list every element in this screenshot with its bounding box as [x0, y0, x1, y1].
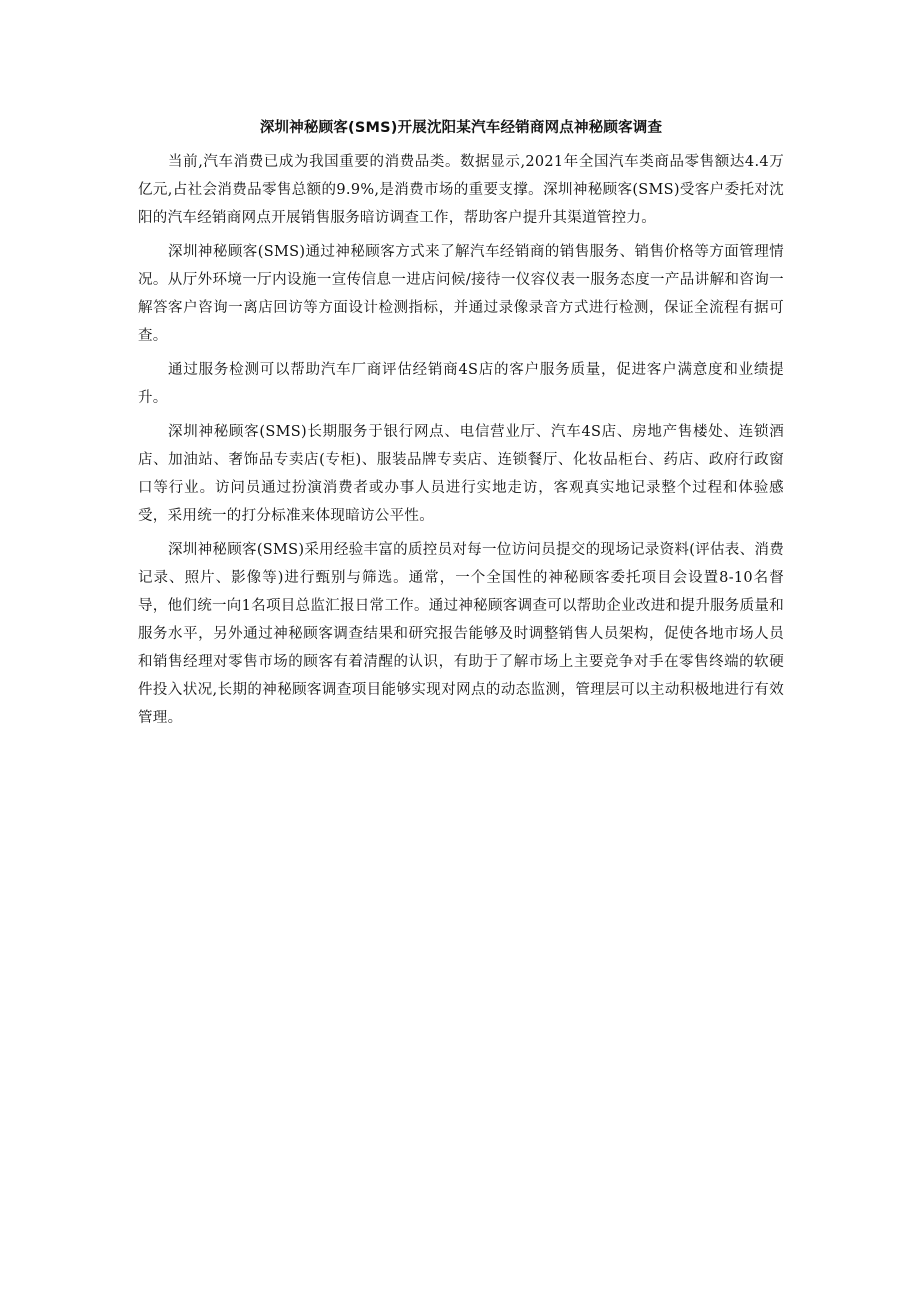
document-title: 深圳神秘顾客(SMS)开展沈阳某汽车经销商网点神秘顾客调查 [259, 120, 663, 136]
paragraph-quality-control: 深圳神秘顾客(SMS)采用经验丰富的质控员对每一位访问员提交的现场记录资料(评估表、消费记录、照片、影像等)进行甄别与筛选。通常，一个全国性的神秘顾客委托项目会设置8-10名督导，他们统一向1名项目总监汇报日常工作。通过神秘顾客调查可以帮助企业改进和提升服务质量和服务水平，另外通过神秘顾客调查结果和研究报告能够及时调整销售人员架构，促使各地市场人员和销售经理对零售市场的顾客有着清醒的认识，有助于了解市场上主要竞争对手在零售终端的软硬件投入状况,长期的神秘顾客调查项目能够实现对网点的动态监测，管理层可以主动积极地进行有效管理。 [138, 542, 784, 726]
document-page [138, 116, 784, 738]
paragraph-industries: 深圳神秘顾客(SMS)长期服务于银行网点、电信营业厅、汽车4S店、房地产售楼处、连锁酒店、加油站、奢饰品专卖店(专柜)、服装品牌专卖店、连锁餐厅、化妆品柜台、药店、政府行政窗口等行业。访问员通过扮演消费者或办事人员进行实地走访，客观真实地记录整个过程和体验感受，采用统一的打分标准来体现暗访公平性。 [138, 424, 784, 524]
paragraph-benefit: 通过服务检测可以帮助汽车厂商评估经销商4S店的客户服务质量，促进客户满意度和业绩提升。 [138, 362, 784, 406]
paragraph-method: 深圳神秘顾客(SMS)通过神秘顾客方式来了解汽车经销商的销售服务、销售价格等方面管理情况。从厅外环境一厅内设施一宣传信息一进店问候/接待一仪容仪表一服务态度一产品讲解和咨询一解答客户咨询一离店回访等方面设计检测指标，并通过录像录音方式进行检测，保证全流程有据可查。 [138, 244, 784, 344]
paragraph-intro: 当前,汽车消费已成为我国重要的消费品类。数据显示,2021年全国汽车类商品零售额达4.4万亿元,占社会消费品零售总额的9.9%,是消费市场的重要支撑。深圳神秘顾客(SMS)受客户委托对沈阳的汽车经销商网点开展销售服务暗访调查工作，帮助客户提升其渠道管控力。 [138, 154, 784, 226]
